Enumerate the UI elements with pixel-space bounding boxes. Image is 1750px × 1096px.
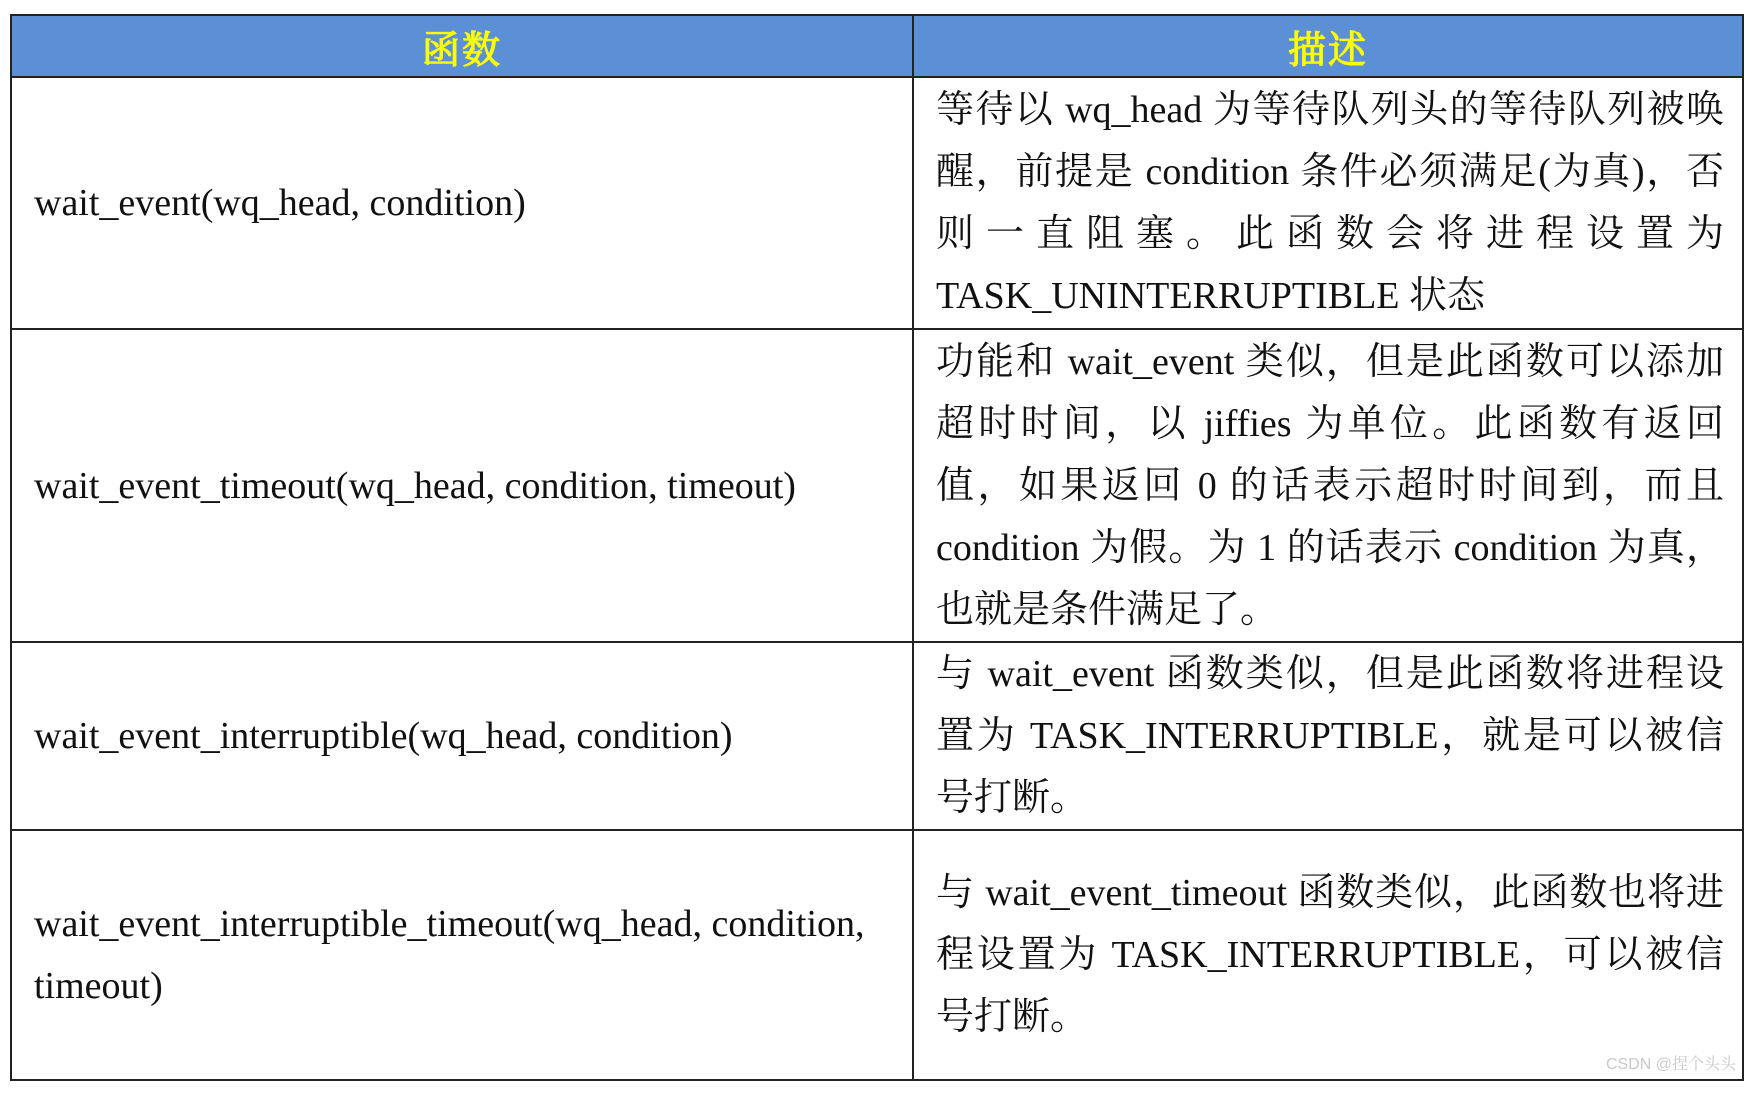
function-table bbox=[10, 14, 1744, 1081]
header-description: 描述 bbox=[913, 15, 1743, 77]
description-cell: 与 wait_event 函数类似，但是此函数将进程设置为 TASK_INTERRUPTIBLE，就是可以被信号打断。 bbox=[913, 642, 1743, 830]
table-row bbox=[11, 642, 1743, 830]
function-cell: wait_event_timeout(wq_head, condition, timeout) bbox=[11, 329, 913, 642]
watermark: CSDN @捏个头头 bbox=[1605, 1056, 1736, 1073]
function-cell: wait_event(wq_head, condition) bbox=[11, 77, 913, 329]
table-row bbox=[11, 830, 1743, 1080]
function-table-container bbox=[10, 14, 1742, 1081]
table-row bbox=[11, 329, 1743, 642]
description-cell: 与 wait_event_timeout 函数类似，此函数也将进程设置为 TASK_INTERRUPTIBLE，可以被信号打断。 bbox=[913, 830, 1743, 1080]
table-header-row bbox=[11, 15, 1743, 77]
description-cell: 等待以 wq_head 为等待队列头的等待队列被唤醒，前提是 condition 条件必须满足(为真)，否则一直阻塞。此函数会将进程设置为 TASK_UNINTERRUPTIBLE 状态 bbox=[913, 77, 1743, 329]
function-cell: wait_event_interruptible_timeout(wq_head, condition, timeout) bbox=[11, 830, 913, 1080]
function-cell: wait_event_interruptible(wq_head, condition) bbox=[11, 642, 913, 830]
description-cell: 功能和 wait_event 类似，但是此函数可以添加超时时间，以 jiffies 为单位。此函数有返回值，如果返回 0 的话表示超时时间到，而且 condition 为假。为 1 的话表示 condition 为真，也就是条件满足了。 bbox=[913, 329, 1743, 642]
table-row bbox=[11, 77, 1743, 329]
header-function: 函数 bbox=[11, 15, 913, 77]
